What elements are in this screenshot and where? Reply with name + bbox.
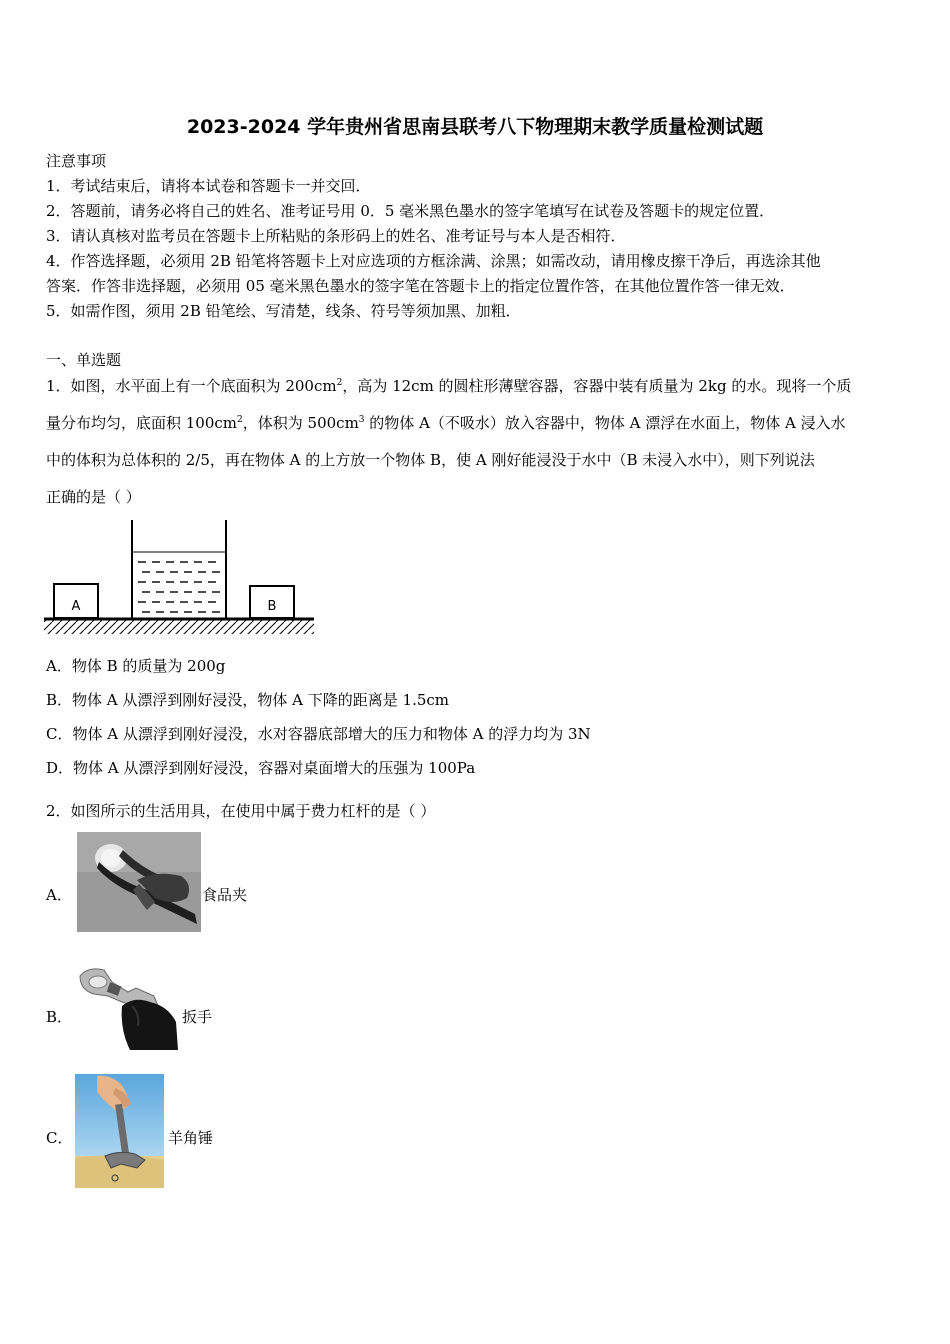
q2-option-c-label: 羊角锤 [168, 1129, 214, 1147]
q1-stem-line-4: 正确的是（ ） [46, 488, 141, 506]
note-item: 2．答题前，请务必将自己的姓名、准考证号用 0．5 毫米黑色墨水的签字笔填写在试卷及答题卡的规定位置． [46, 202, 775, 220]
q2-option-a-letter: A． [46, 886, 72, 904]
q1-option-b: B．物体 A 从漂浮到刚好浸没，物体 A 下降的距离是 1.5cm [46, 691, 450, 709]
section-heading: 一、单选题 [46, 351, 122, 369]
note-item: 1．考试结束后，请将本试卷和答题卡一并交回． [46, 177, 371, 195]
q1-option-c: C．物体 A 从漂浮到刚好浸没，水对容器底部增大的压力和物体 A 的浮力均为 3N [46, 725, 591, 743]
food-tongs-image [77, 832, 201, 932]
q2-stem: 2．如图所示的生活用具，在使用中属于费力杠杆的是（ ） [46, 802, 436, 820]
q2-option-b-label: 扳手 [182, 1008, 213, 1026]
note-item: 5．如需作图，须用 2B 铅笔绘、写清楚，线条、符号等须加黑、加粗． [46, 302, 521, 320]
claw-hammer-image [75, 1074, 164, 1188]
water [138, 562, 220, 612]
note-item: 答案．作答非选择题，必须用 05 毫米黑色墨水的签字笔在答题卡上的指定位置作答，在其他位置作答一律无效． [46, 277, 795, 295]
note-item: 4．作答选择题，必须用 2B 铅笔将答题卡上对应选项的方框涂满、涂黑；如需改动，请用橡皮擦干净后，再选涂其他 [46, 252, 821, 270]
q1-stem-line-1: 1．如图，水平面上有一个底面积为 $200cm^2$，高为 12cm 的圆柱形薄壁容器，容器中装有质量为 2kg 的水。现将一个质 [46, 377, 852, 395]
notes-heading: 注意事项 [46, 152, 107, 170]
q1-stem-line-2: 量分布均匀，底面积 $100cm^2$，体积为 $500cm^3$ 的物体 A（不吸水）放入容器中，物体 A 漂浮在水面上，物体 A 浸入水 [46, 414, 846, 432]
block-b-label: B [267, 599, 277, 614]
q2-option-a-label: 食品夹 [202, 886, 248, 904]
wrench-image [74, 966, 182, 1050]
q2-option-b-letter: B． [46, 1008, 73, 1026]
q1-option-a: A．物体 B 的质量为 200g [46, 657, 226, 675]
block-a-label: A [71, 599, 81, 614]
q2-option-c-letter: C． [46, 1129, 73, 1147]
note-item: 3．请认真核对监考员在答题卡上所粘贴的条形码上的姓名、准考证号与本人是否相符． [46, 227, 626, 245]
q1-stem-line-3: 中的体积为总体积的 2/5，再在物体 A 的上方放一个物体 B，使 A 刚好能浸没于水中（B 未浸入水中），则下列说法 [46, 451, 815, 469]
page-title: 2023-2024 学年贵州省思南县联考八下物理期末教学质量检测试题 [186, 116, 764, 138]
q1-option-d: D．物体 A 从漂浮到刚好浸没，容器对桌面增大的压强为 100Pa [46, 759, 476, 777]
ground-hatch [44, 620, 314, 634]
q1-figure [44, 518, 316, 636]
